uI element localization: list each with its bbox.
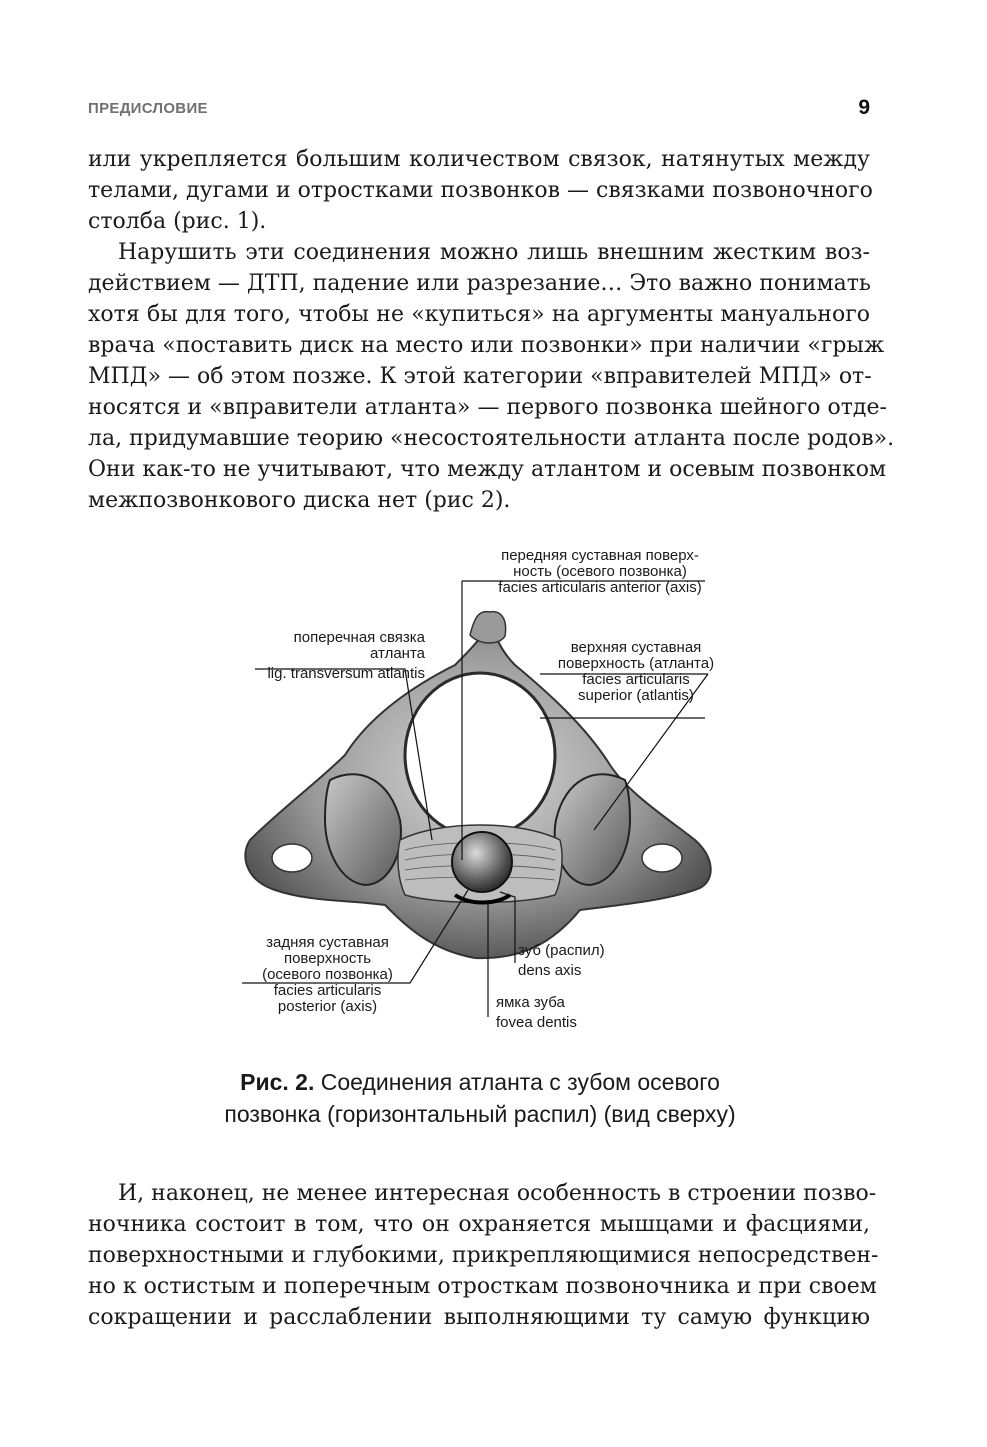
- text-line: МПД» — об этом позже. К этой категории «вправителей МПД» от-: [88, 364, 872, 389]
- text-line: телами, дугами и отростками позвонков — связками позвоночного: [88, 178, 873, 203]
- text-line: но к остистым и поперечным отросткам позвоночника и при своем: [88, 1274, 877, 1299]
- running-header-section: ПРЕДИСЛОВИЕ: [88, 100, 208, 117]
- text-line: столба (рис. 1).: [88, 209, 267, 234]
- caption-text-line2: позвонка (горизонтальный распил) (вид сверху): [224, 1101, 736, 1127]
- label-posterior-facet: задняя суставная поверхность (осевого позвонка) facies articularis posterior (axis): [262, 934, 393, 1015]
- right-transverse-foramen: [642, 844, 682, 872]
- figure-caption: [100, 1066, 860, 1130]
- text-line: Нарушить эти соединения можно лишь внешним жестким воз-: [118, 240, 870, 265]
- text-line: поверхностными и глубокими, прикрепляющимися непосредствен-: [88, 1243, 879, 1268]
- text-line: действием — ДТП, падение или разрезание… Это важно понимать: [88, 271, 871, 296]
- label-superior-facet: верхняя суставная поверхность (атланта) facies articularis superior (atlantis): [557, 639, 715, 704]
- figure-atlas-axis: [200, 540, 760, 1040]
- paragraph-3: [88, 1178, 879, 1333]
- paragraph-1: [88, 144, 873, 237]
- page-number: 9: [858, 96, 870, 119]
- left-transverse-foramen: [272, 844, 312, 872]
- text-line: носятся и «вправители атланта» — первого позвонка шейного отде-: [88, 395, 887, 420]
- label-anterior-facet: передняя суставная поверх- ность (осевого позвонка) facies articularis anterior (axis): [498, 547, 702, 596]
- label-transverse-ligament: поперечная связка атланта lig. transversum atlantis: [267, 629, 425, 682]
- text-line: или укрепляется большим количеством связок, натянутых между: [88, 147, 870, 172]
- text-line: хотя бы для того, чтобы не «купиться» на аргументы мануального: [88, 302, 870, 327]
- text-line: врача «поставить диск на место или позвонки» при наличии «грыж: [88, 333, 885, 358]
- dens-section: [452, 832, 512, 892]
- caption-text: Соединения атланта с зубом осевого: [314, 1069, 720, 1095]
- label-fovea: ямка зуба fovea dentis: [496, 994, 577, 1031]
- text-line: Они как-то не учитывают, что между атлантом и осевым позвонком: [88, 457, 887, 482]
- text-line: ла, придумавшие теорию «несостоятельности атланта после родов».: [88, 426, 895, 451]
- anterior-tubercle: [470, 612, 506, 643]
- text-line: межпозвонкового диска нет (рис 2).: [88, 488, 511, 513]
- text-line: И, наконец, не менее интересная особенность в строении позво-: [118, 1181, 877, 1206]
- paragraph-2: [88, 237, 895, 516]
- text-line: ночника состоит в том, что он охраняется мышцами и фасциями,: [88, 1212, 870, 1237]
- caption-number: Рис. 2.: [240, 1069, 315, 1095]
- text-line: сокращении и расслаблении выполняющими ту самую функцию: [88, 1305, 870, 1330]
- label-dens: зуб (распил) dens axis: [518, 942, 605, 979]
